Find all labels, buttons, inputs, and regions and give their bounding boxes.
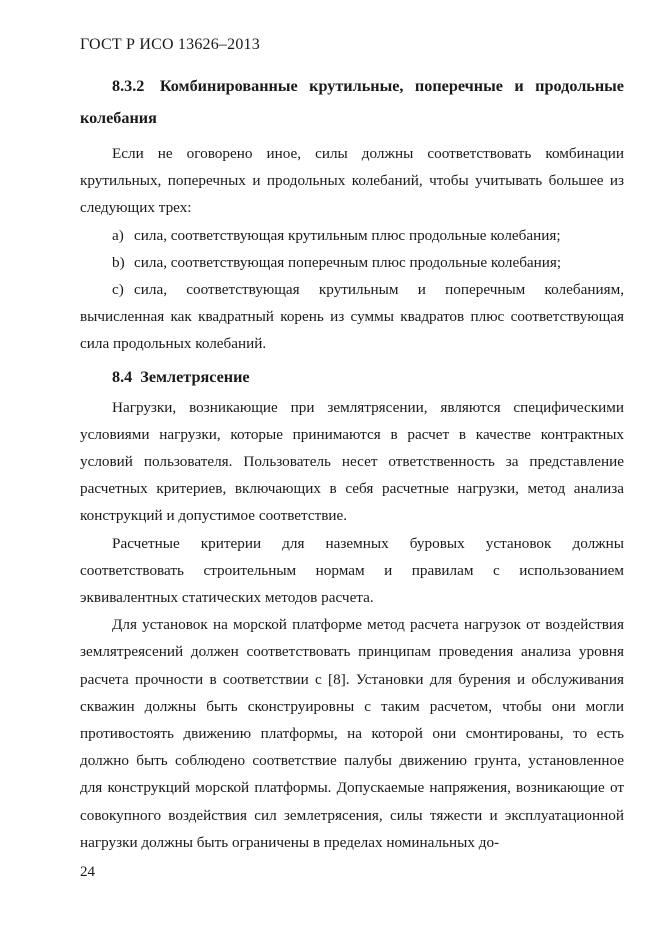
section-heading-8-4: [80, 361, 624, 393]
document-header: ГОСТ Р ИСО 13626–2013: [80, 36, 260, 53]
list-item-b: [80, 249, 624, 276]
section-number: 8.4: [112, 367, 133, 386]
paragraph: Для установок на морской платформе метод расчета нагрузок от воздействия землятреясений должен соответствовать принципам проведения анализа уровня расчета прочности в соответствии с [8]. Установки для бурения и обслуживания скважин должны быть сконструировны с таким расчетом, чтобы они могли противостоять движению платформы, на которой они смонтированы, то есть должно быть соблюдено соответствие палубы движению грунта, установленное для конструкций морской платформы. Допускаемые напряжения, возникающие от совокупного воздействия сил землетрясения, силы тяжести и эксплуатационной нагрузки должны быть ограничены в пределах номинальных до-: [80, 616, 624, 851]
list-item-text: сила, соответствующая крутильным плюс продольные колебания;: [134, 226, 561, 244]
list-marker: b): [112, 253, 125, 271]
list-item-text: сила, соответствующая поперечным плюс продольные колебания;: [134, 253, 562, 271]
document-body: [80, 70, 624, 856]
list-item-text: сила, соответствующая крутильным и поперечным колебаниям, вычисленная как квадратный корень из суммы квадратов плюс соответствующая сила продольных колебаний.: [80, 281, 624, 353]
paragraph: Расчетные критерии для наземных буровых установок должны соответствовать строительным нормам и правилам с использованием эквивалентных статических методов расчета.: [80, 534, 624, 607]
list-marker: a): [112, 226, 124, 244]
paragraph: Если не оговорено иное, силы должны соответствовать комбинации крутильных, поперечных и продольных колебаний, чтобы учитывать большее из следующих трех:: [80, 145, 624, 217]
section-title: Землетрясение: [140, 367, 250, 386]
section-number: 8.3.2: [112, 77, 145, 95]
page-number: 24: [80, 864, 95, 880]
list-marker: c): [112, 281, 124, 299]
paragraph: Нагрузки, возникающие при землятрясении, являются специфическими условиями нагрузки, которые принимаются в расчет в качестве контрактных условий пользователя. Пользователь несет ответственность за представление расчетных критериев, включающих в себя расчетные нагрузки, метод анализа конструкций и допустимое соответствие.: [80, 398, 624, 525]
list-item-a: [80, 222, 624, 249]
section-title: Комбинированные крутильные, поперечные и продольные колебания: [80, 77, 624, 127]
list-item-c: [80, 276, 624, 358]
section-heading-8-3-2: [80, 70, 624, 134]
